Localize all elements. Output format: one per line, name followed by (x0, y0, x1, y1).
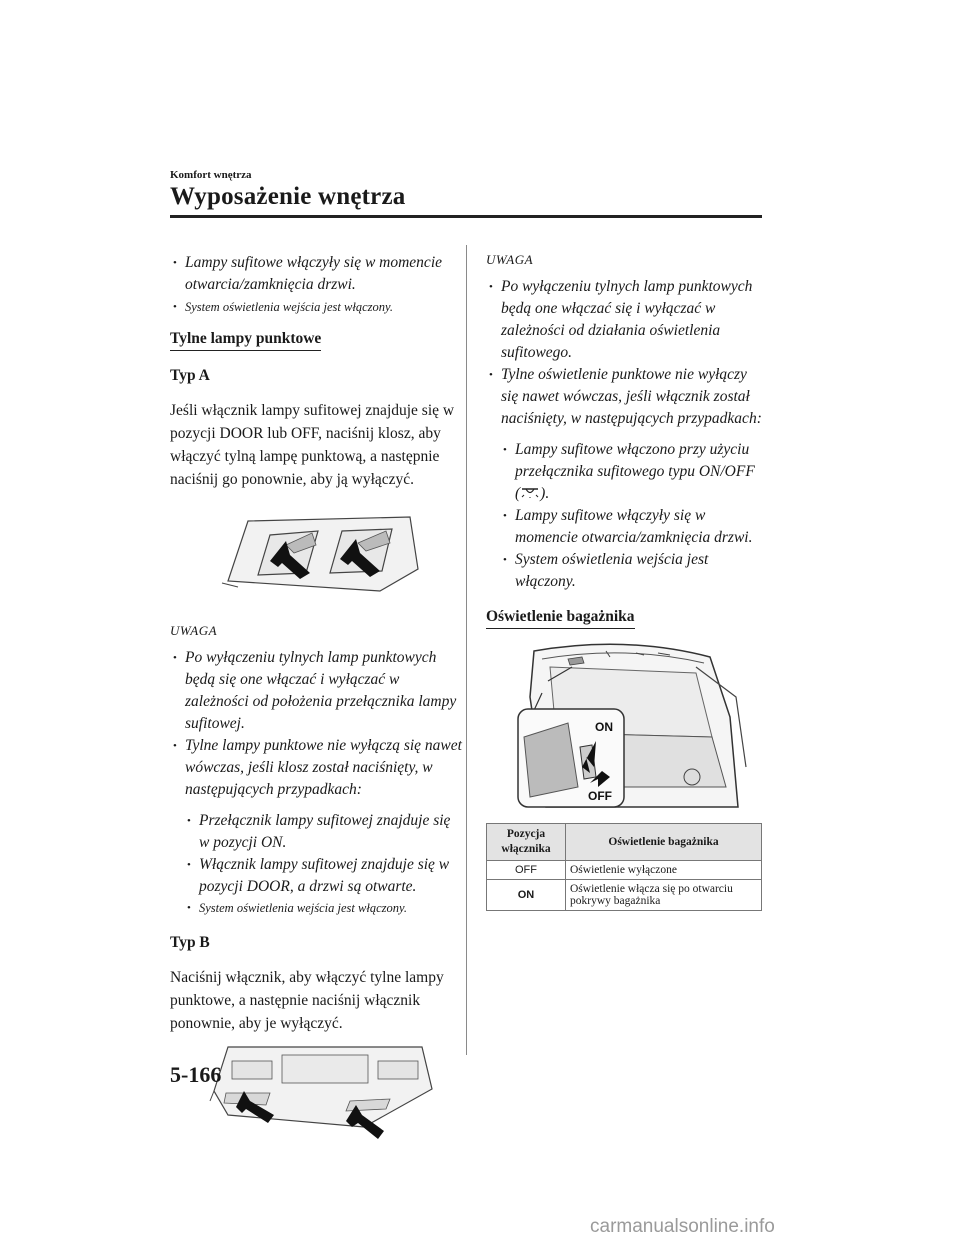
right-column (486, 252, 762, 911)
header-rule (170, 215, 762, 218)
note-label: UWAGA (486, 252, 534, 267)
chapter-title: Wyposażenie wnętrza (170, 183, 406, 210)
list-item: • Lampy sufitowe włączyły się w momencie otwarcia/zamknięcia drzwi. (170, 252, 462, 296)
switch-position-label: OFF (487, 861, 566, 880)
list-item-text-end: ). (540, 485, 550, 502)
paragraph-type-b: Naciśnij włącznik, aby włączyć tylne lampy punktowe, a następnie naciśnij włącznik ponownie, aby je wyłączyć. (170, 969, 444, 1032)
column-divider (466, 245, 467, 1055)
page-number: 5-166 (170, 1062, 222, 1087)
watermark: carmanualsonline.info (590, 1216, 775, 1237)
table-header: Pozycja włącznika (487, 824, 566, 861)
paragraph-type-a: Jeśli włącznik lampy sufitowej znajduje się w pozycji DOOR lub OFF, naciśnij klosz, aby włączyć tylną lampę punktową, a następnie naciśnij go ponownie, aby ją wyłączyć. (170, 402, 455, 488)
list-item: • System oświetlenia wejścia jest włączony. (170, 297, 462, 317)
list-item: • Po wyłączeniu tylnych lamp punktowych będą one włączać się i wyłączać w zależności od działania oświetlenia sufitowego. (486, 276, 762, 364)
subheading-type-b: Typ B (170, 934, 210, 951)
section-title: Komfort wnętrza (170, 169, 252, 181)
table-cell: Oświetlenie wyłączone (566, 861, 762, 880)
figure-label-off: OFF (588, 789, 612, 803)
list-item-text: Lampy sufitowe włączono przy użyciu przełącznika sufitowego typu ON/OFF ( (515, 441, 755, 502)
heading-rear-spot-lamps: Tylne lampy punktowe (170, 329, 321, 351)
list-item: • Przełącznik lampy sufitowej znajduje się w pozycji ON. (184, 810, 462, 854)
list-item: • Po wyłączeniu tylnych lamp punktowych będą się one włączać i wyłączać w zależności od położenia przełącznika lampy sufitowej. (170, 647, 462, 735)
table-cell: Oświetlenie włącza się po otwarciu pokrywy bagażnika (566, 880, 762, 911)
table-row (487, 861, 762, 880)
left-column (170, 252, 462, 1143)
list-item: • Lampy sufitowe włączyły się w momencie otwarcia/zamknięcia drzwi. (500, 505, 762, 549)
switch-position-label: ON (487, 880, 566, 911)
list-item: • Włącznik lampy sufitowej znajduje się w pozycji DOOR, a drzwi są otwarte. (184, 854, 462, 898)
list-item: • Tylne lampy punktowe nie wyłączą się nawet wówczas, jeśli klosz został naciśnięty, w następujących przypadkach: (170, 735, 462, 801)
subheading-type-a: Typ A (170, 367, 210, 384)
heading-luggage-light: Oświetlenie bagażnika (486, 607, 635, 629)
figure-label-on: ON (595, 720, 613, 734)
table-row (487, 880, 762, 911)
luggage-light-illustration (486, 637, 762, 809)
rear-spot-lamp-type-a-illustration (170, 503, 462, 603)
list-item (500, 439, 762, 505)
table-header: Oświetlenie bagażnika (566, 824, 762, 861)
list-item: • Tylne oświetlenie punktowe nie wyłączy się nawet wówczas, jeśli włącznik został naciśnięty, w następujących przypadkach: (486, 364, 762, 430)
list-item: • System oświetlenia wejścia jest włączony. (500, 549, 762, 593)
table-header-row (487, 824, 762, 861)
note-label: UWAGA (170, 623, 218, 638)
luggage-light-table (486, 823, 762, 911)
list-item: • System oświetlenia wejścia jest włączony. (184, 898, 462, 918)
ceiling-lamp-on-icon (520, 486, 540, 498)
rear-spot-lamp-type-b-illustration (170, 1043, 462, 1143)
